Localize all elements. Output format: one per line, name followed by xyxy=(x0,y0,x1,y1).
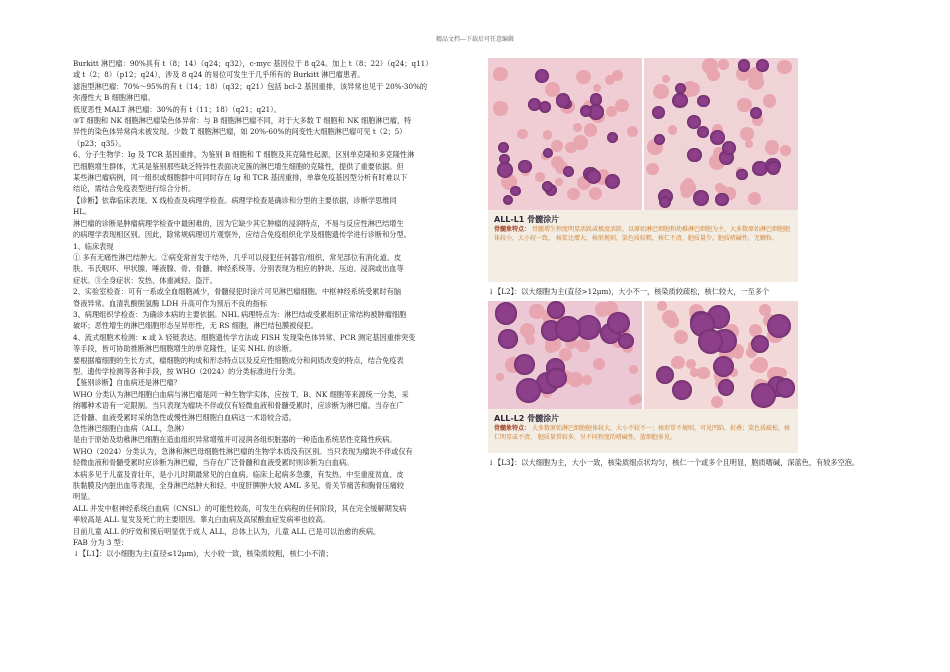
text-line: 率较高是 ALL 复发及死亡的主要原因。睾丸白血病及高尿酸血症发病率也较高。 xyxy=(73,515,330,525)
blast-cell xyxy=(586,169,601,184)
blood-cell xyxy=(615,99,628,112)
figure-l1-body: 骨髓增生程度明显活跃或极度活跃，以原始淋巴细胞和幼稚淋巴细胞为主，大多数原始淋巴细胞胞体较小，大小较一致。 核浆比增大，核形规则，染色质较粗，核仁不清，胞质量少，胞质嗜碱性，无颗粒。 xyxy=(494,226,790,242)
text-line: 型、遗传学检测等各种手段，按 WHO（2024）的分类标准进行分类。 xyxy=(73,366,301,376)
text-line: WHO 分类认为淋巴细胞白血病与淋巴瘤是同一种生物学实体，应按 T、B、NK 细胞等来源统一分类，采 xyxy=(73,389,409,399)
blast-cell xyxy=(697,95,710,108)
blast-cell xyxy=(693,190,709,206)
blast-cell xyxy=(767,161,780,174)
blast-cell xyxy=(767,314,792,339)
text-line: 【诊断】依靠临床表现、X 线检查及病理学检查。病理学检查是确诊和分型的主要依据，诊断学思维同 xyxy=(73,195,397,205)
blood-cell xyxy=(718,59,729,70)
blood-cell xyxy=(748,74,764,90)
blast-cell xyxy=(710,130,725,145)
text-line: 破坏；恶性增生的淋巴细胞形态呈异形性，无 RS 细胞，淋巴结包膜被侵犯。 xyxy=(73,321,318,331)
blood-cell xyxy=(780,145,791,156)
blood-cell xyxy=(606,106,617,117)
figure-l1-title: ALL-L1 骨髓涂片 xyxy=(494,215,560,224)
blood-cell xyxy=(517,129,527,139)
blood-cell xyxy=(576,339,590,353)
blast-cell xyxy=(607,312,630,335)
right-figure-column xyxy=(488,58,888,468)
text-line: 明显。 xyxy=(73,492,95,502)
text-line: 急性淋巴细胞白血病（ALL，急淋） xyxy=(73,424,189,433)
blood-cell xyxy=(555,178,564,187)
text-line: 轻微血液和骨髓受累时应诊断为淋巴瘤，当存在广泛骨髓和血液受累时则诊断为白血病。 xyxy=(73,458,354,468)
blast-cell xyxy=(675,83,686,94)
blast-cell xyxy=(539,101,552,114)
text-line: 某些淋巴瘤病例，同一组织或细胞群中可同时存在 Ig 和 TCR 基因重排，单靠免疫基因型分析有时难以下 xyxy=(73,173,408,183)
blast-cell xyxy=(672,380,693,401)
blood-cell xyxy=(715,183,724,192)
blast-cell xyxy=(498,329,517,348)
blood-cell xyxy=(748,192,761,205)
blast-cell xyxy=(756,59,769,72)
text-line: FAB 分为 3 型： xyxy=(73,538,129,548)
text-line: ③T 细胞和 NK 细胞淋巴瘤染色体异常：与 B 细胞淋巴瘤不同，对于大多数 T 细胞和 NK 细胞淋巴瘤，特 xyxy=(73,116,412,126)
page-header: 精品文档---下载后可任意编辑 xyxy=(435,36,515,43)
blood-cell xyxy=(759,304,771,316)
blast-cell xyxy=(563,166,574,177)
blood-cell xyxy=(752,357,768,373)
text-line: ↓【L1】：以小细胞为主(直径≤12μm)，大小较一致，核染质较粗，核仁小不清； xyxy=(73,549,333,559)
blood-cell xyxy=(584,123,597,136)
blood-cell xyxy=(629,365,638,374)
blood-cell xyxy=(543,130,553,140)
blast-cell xyxy=(516,378,541,403)
l3-description: ↓【L3】：以大细胞为主，大小一致，核染质细点状均匀，核仁一个或多个且明显，胞质嗜碱，深蓝色，有较多空泡。 xyxy=(488,458,860,467)
text-line: 肤黏膜及内脏出血等表现，全身淋巴结肿大和轻、中度肝脾肿大较 AML 多见。骨关节痛苦和胸骨压痛较 xyxy=(73,481,404,491)
blood-cell xyxy=(493,101,507,115)
blast-cell xyxy=(697,126,709,138)
blood-cell xyxy=(674,330,688,344)
blood-cell xyxy=(707,69,720,82)
blood-cell xyxy=(496,373,504,381)
blood-cell xyxy=(520,323,535,338)
blast-cell xyxy=(497,162,513,178)
blood-cell xyxy=(573,135,588,150)
blood-cell xyxy=(629,396,638,405)
blood-cell xyxy=(646,163,659,176)
micrograph-l2-b xyxy=(644,301,798,409)
blood-cell xyxy=(740,127,754,141)
text-line: 异性的染色体异常尚未被发现。少数 T 细胞淋巴瘤，如 20%-60%的间变性大细胞淋巴瘤可见 t（2；5） xyxy=(73,127,407,137)
blood-cell xyxy=(593,358,605,370)
blood-cell xyxy=(777,60,792,75)
blast-cell xyxy=(605,174,620,189)
text-line: 1、临床表现 xyxy=(73,241,114,251)
figure-l1-caption xyxy=(488,210,798,282)
figure-l2-body: 大多数原始淋巴细胞胞体较大，大小不较不一；核形常不规则，可见凹陷、折叠；染色质疏松，核仁明显或不清， 胞质量常较多，呈不同程度的嗜碱性，蓝细胞多见。 xyxy=(494,425,790,441)
blood-cell xyxy=(567,188,580,201)
blast-cell xyxy=(510,186,521,197)
blast-cell xyxy=(514,354,535,375)
blood-cell xyxy=(612,70,623,81)
text-line: 本病多见于儿童及青壮年，是小儿时期最常见的白血病。临床上起病多急骤，有发热、中至重度贫血、皮 xyxy=(73,469,404,479)
blast-cell xyxy=(518,160,531,173)
blood-cell xyxy=(653,84,668,99)
figure-l2 xyxy=(488,301,888,468)
blood-cell xyxy=(668,125,678,135)
blast-cell xyxy=(607,132,618,143)
blast-cell xyxy=(556,93,571,108)
figure-l1-label: 骨髓象特点： xyxy=(494,226,531,233)
blast-cell xyxy=(715,193,729,207)
text-line: 的病理学表现相区别。因此，除常规病理切片观察外，应结合免疫组织化学及细胞遗传学进行诊断和分型。 xyxy=(73,230,411,240)
blast-cell xyxy=(546,368,566,388)
text-line: 2、实验室检查：可有一系或全血细胞减少，骨髓侵犯时涂片可见淋巴瘤细胞。中枢神经系统受累时有脑 xyxy=(73,287,402,297)
blood-cell xyxy=(671,356,684,369)
blood-cell xyxy=(765,140,780,155)
blood-cell xyxy=(589,187,602,200)
blood-cell xyxy=(627,126,637,136)
blood-cell xyxy=(535,172,545,182)
text-line: 【鉴别诊断】自血病还是淋巴瘤？ xyxy=(73,378,181,388)
blast-cell xyxy=(543,148,553,158)
blast-cell xyxy=(672,93,687,108)
blood-cell xyxy=(662,75,670,83)
blast-cell xyxy=(535,69,549,83)
blast-cell xyxy=(687,148,702,163)
text-line: 淋巴瘤的诊断是肿瘤病理学检查中最困难的，因为它缺少其它肿瘤的浸润特点，不易与反应性淋巴结增生 xyxy=(73,218,404,228)
text-line: 4、流式细胞术检测：κ 或 λ 轻链表达、细胞遗传学方法或 FISH 发现染色体异常、PCR 测定基因重排突变 xyxy=(73,332,416,342)
blood-cell xyxy=(573,123,582,132)
blast-cell xyxy=(776,378,796,398)
text-line: 滤泡型淋巴瘤：70%～95%的有 t（14；18）（q32；q21）包括 bcl-2 基因重排，该异常也见于 20%-30%的 xyxy=(73,81,428,91)
text-line: 肤、韦氏咽环、甲状腺、唾液腺、骨、骨髓、神经系统等。分别表现为相应的肿块、压迫、浸润或出血等 xyxy=(73,264,404,274)
blast-cell xyxy=(698,329,723,354)
blood-cell xyxy=(763,94,777,108)
text-line: 脊液异常。血清乳酸脱氢酶 LDH 升高可作为预后不良的指标 xyxy=(73,298,267,308)
text-line: 症状。③全身症状：发热、体重减轻、盗汗。 xyxy=(73,275,217,285)
blood-cell xyxy=(697,367,709,379)
text-line: WHO（2024）分类认为，急淋和淋巴母细胞性淋巴瘤的生物学本质没有区别。当只表现为瘤块不伴或仅有 xyxy=(73,446,413,456)
text-line: 是由于原始及幼稚淋巴细胞在造血组织异常增殖并可浸润各组织脏器的一种造血系统恶性克隆性疾病。 xyxy=(73,435,397,445)
micrograph-l1-a xyxy=(488,58,642,210)
blood-cell xyxy=(551,140,563,152)
text-line: 目前儿童 ALL 的疗效和预后明显优于成人 ALL，总体上认为，儿童 ALL 已是可以治愈的疾病。 xyxy=(73,526,381,536)
text-line: （p23；q35）。 xyxy=(73,138,126,148)
blast-cell xyxy=(751,383,776,408)
blast-cell xyxy=(495,302,518,325)
blood-cell xyxy=(711,396,723,408)
text-line: 等手段，皆可协助推断淋巴细胞增生的单克隆性，证实 NHL 的诊断。 xyxy=(73,344,297,354)
text-line: ① 多有无痛性淋巴结肿大。②病变常首发于结外，几乎可以侵犯任何器官/组织，常见部位有消化道、皮 xyxy=(73,252,402,262)
figure-l2-caption xyxy=(488,409,798,453)
figure-l2-title: ALL-L2 骨髓涂片 xyxy=(494,414,560,423)
blast-cell xyxy=(503,195,513,205)
blast-cell xyxy=(656,366,674,384)
text-line: 弥漫性大 B 细胞淋巴瘤。 xyxy=(73,93,155,103)
blood-cell xyxy=(593,84,601,92)
text-line: 泛骨髓、血液受累时采纳急性或慢性淋巴细胞白血病这一术语较合适。 xyxy=(73,412,296,422)
blood-cell xyxy=(681,188,691,198)
text-line: 要根据瘤细胞的生长方式，瘤细胞的构成和形态特点以及反应性细胞成分和间质改变的特点，结合免疫表 xyxy=(73,355,404,365)
micrograph-l2-a xyxy=(488,301,642,409)
blood-cell xyxy=(493,69,506,82)
blast-cell xyxy=(736,169,748,181)
text-line: 或 t（2；8）（p12；q24），涉及 8 q24 的易位可发生于几乎所有的 Burkitt 淋巴瘤患者。 xyxy=(73,70,365,80)
l2-description: ↓【L2】：以大细胞为主(直径>12μm)，大小不一，核染质较疏松，核仁较大，一至多个 xyxy=(488,287,770,296)
blood-cell xyxy=(582,375,592,385)
blast-cell xyxy=(750,107,762,119)
blood-cell xyxy=(666,315,679,328)
figure-l1 xyxy=(488,58,888,297)
blast-cell xyxy=(499,154,510,165)
blast-cell xyxy=(555,316,581,342)
text-line: 低度恶性 MALT 淋巴瘤：30%的有 t（11；18）（q21；q21）。 xyxy=(73,104,282,114)
blood-cell xyxy=(595,302,609,316)
text-line: Burkitt 淋巴瘤：90%具有 t（8；14）（q24；q32），c-myc 基因位于 8 q24。加上 t（8；22）（q24；q11） xyxy=(73,59,433,68)
text-line: HL。 xyxy=(73,207,92,217)
left-text-column xyxy=(73,58,468,560)
text-line: 纳哪种术语有一定限制。当只表现为瘤块不伴或仅有轻微血液和骨髓受累时，应诊断为淋巴瘤。当存在广 xyxy=(73,401,404,411)
text-line: 结论，需结合免疫表型进行综合分析。 xyxy=(73,184,196,194)
blast-cell xyxy=(652,106,665,119)
text-line: ALL 并发中枢神经系统白血病（CNSL）的可能性较高，可发生在病程的任何阶段，其在完全缓解期发病 xyxy=(73,503,407,513)
blast-cell xyxy=(722,141,736,155)
micrograph-l1-b xyxy=(644,58,798,210)
blood-cell xyxy=(657,301,667,311)
blood-cell xyxy=(576,70,590,84)
blast-cell xyxy=(654,134,665,145)
figure-l2-label: 骨髓象特点： xyxy=(494,425,531,432)
blast-cell xyxy=(498,142,509,153)
text-line: 3、病理组织学检查：为确诊本病的主要依据。NHL 病理特点为：淋巴结或受累组织正常结构被肿瘤细胞 xyxy=(73,309,407,319)
blast-cell xyxy=(718,379,735,396)
blast-cell xyxy=(659,196,671,208)
text-line: 6、分子生物学：Ig 及 TCR 基因重排，为鉴别 B 细胞和 T 细胞及其克隆性起源，区别单克隆和多克隆性淋 xyxy=(73,150,415,160)
blast-cell xyxy=(738,59,750,71)
blast-cell xyxy=(751,335,769,353)
text-line: 巴细胞增生群体，尤其是鉴别那些缺乏特异性表面决定簇的淋巴增生细胞的克隆性，提供了重要依据。但 xyxy=(73,161,404,171)
